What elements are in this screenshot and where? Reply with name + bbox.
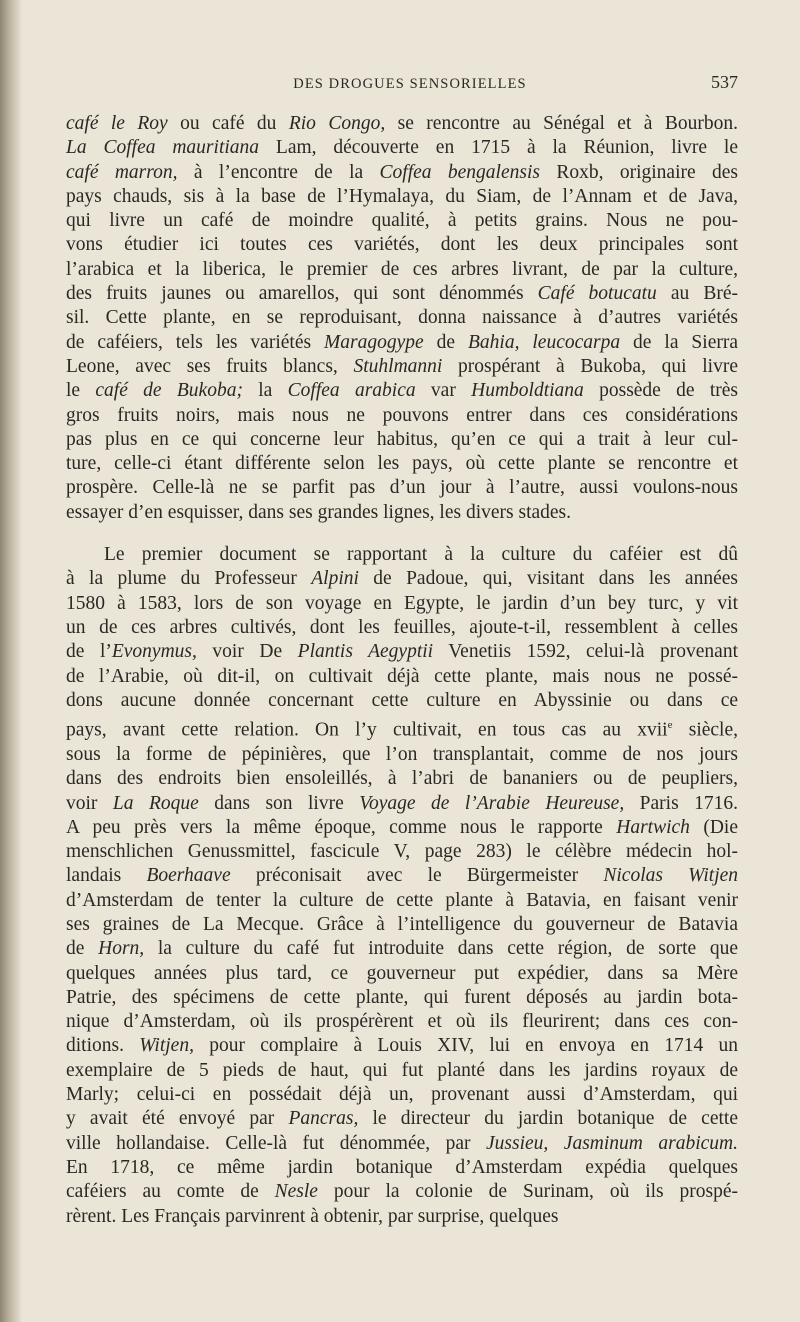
text-segment: pour complaire à Louis XIV, lui en envoya en 1714 un bbox=[193, 1035, 738, 1057]
text-segment: le directeur du jardin botanique de cette bbox=[358, 1108, 738, 1130]
text-segment: ture, celle-ci étant différente selon les pays, où cette plante se rencontre et bbox=[66, 453, 738, 475]
text-segment: exemplaire de 5 pieds de haut, qui fut planté dans les jardins royaux de bbox=[66, 1059, 738, 1081]
text-segment: se rencontre au Sénégal et à Bourbon. bbox=[385, 113, 738, 134]
text-segment: prospérant à Bukoba, qui livre bbox=[442, 355, 738, 377]
text-segment: possède de très bbox=[583, 380, 739, 402]
italic-text: Hartwich bbox=[616, 816, 690, 838]
text-segment: Roxb, originaire des bbox=[539, 161, 738, 183]
text-segment: ou café du bbox=[167, 113, 289, 134]
italic-text: café de Bukoba; bbox=[95, 380, 243, 402]
text-line bbox=[66, 986, 738, 1010]
text-segment: pays chauds, sis à la base de l’Hymalaya, du Siam, de l’Annam et de Java, bbox=[66, 185, 738, 207]
text-line bbox=[66, 1107, 738, 1131]
text-segment: dans des endroits bien ensoleillés, à l’abri de bananiers ou de peupliers, bbox=[66, 768, 738, 790]
text-segment: de bbox=[423, 331, 468, 353]
italic-text: Voyage de l’Arabie Heureuse, bbox=[359, 792, 625, 814]
text-line bbox=[66, 792, 738, 816]
text-segment: au Bré- bbox=[656, 283, 738, 305]
text-line bbox=[66, 889, 738, 913]
italic-text: Maragogype bbox=[324, 331, 424, 353]
italic-text: La Roque bbox=[112, 792, 199, 814]
text-line bbox=[66, 1180, 738, 1204]
text-segment: de bbox=[66, 938, 99, 960]
italic-text: Evonymus, bbox=[111, 641, 197, 663]
paragraph-2 bbox=[66, 543, 738, 1229]
running-title: DES DROGUES SENSORIELLES bbox=[293, 76, 527, 92]
italic-text: Plantis Aegyptii bbox=[297, 641, 434, 663]
text-segment: la culture du café fut introduite dans cette région, de sorte que bbox=[144, 938, 739, 960]
text-segment: la bbox=[242, 380, 288, 402]
text-segment: Lam, découverte en 1715 à la Réunion, livre le bbox=[259, 137, 738, 159]
italic-text: Bahia, leucocarpa bbox=[467, 331, 621, 353]
text-segment: un de ces arbres cultivés, dont les feuilles, ajoute-t-il, ressemblent à celles bbox=[66, 616, 738, 638]
text-segment: dans son livre bbox=[198, 792, 360, 814]
text-line bbox=[66, 258, 738, 282]
text-line bbox=[66, 937, 738, 961]
text-line bbox=[66, 233, 738, 257]
text-segment: sil. Cette plante, en se reproduisant, donna naissance à d’autres variétés bbox=[66, 307, 738, 329]
text-segment: de l’Arabie, où dit-il, on cultivait déjà cette plante, mais nous ne possé- bbox=[66, 665, 738, 687]
italic-text: café le Roy bbox=[66, 113, 168, 134]
italic-text: Stuhlmanni bbox=[353, 355, 443, 377]
text-line bbox=[66, 306, 738, 330]
text-line bbox=[66, 767, 738, 791]
text-segment: essayer d’en esquisser, dans ses grandes lignes, les divers stades. bbox=[66, 501, 572, 523]
text-segment: quelques années plus tard, ce gouverneur put expédier, dans sa Mère bbox=[66, 962, 738, 984]
text-line bbox=[66, 501, 738, 525]
italic-text: Nicolas Witjen bbox=[603, 865, 739, 887]
italic-text: Pancras, bbox=[288, 1108, 359, 1130]
italic-text: Jussieu, Jasminum arabicum. bbox=[486, 1132, 738, 1154]
text-segment: prospère. Celle-là ne se parfit pas d’un jour à l’autre, aussi voulons-nous bbox=[66, 477, 738, 499]
text-line bbox=[66, 665, 738, 689]
text-segment: landais bbox=[66, 865, 147, 887]
italic-text: Witjen, bbox=[139, 1035, 194, 1057]
text-segment: de Padoue, qui, visitant dans les années bbox=[358, 568, 738, 590]
text-line bbox=[66, 592, 738, 616]
text-line bbox=[66, 640, 738, 664]
page-header bbox=[80, 72, 740, 96]
text-line bbox=[66, 616, 738, 640]
text-line bbox=[66, 1132, 738, 1156]
text-segment: ses graines de La Mecque. Grâce à l’intelligence du gouverneur de Batavia bbox=[66, 914, 738, 935]
text-line bbox=[66, 543, 738, 567]
text-segment: d’Amsterdam de tenter la culture de cette plante à Batavia, en faisant venir bbox=[66, 889, 738, 911]
text-segment: y avait été envoyé par bbox=[66, 1108, 289, 1130]
text-segment: siècle, bbox=[672, 719, 738, 741]
text-line bbox=[66, 209, 738, 233]
text-line bbox=[66, 404, 738, 428]
text-segment: gros fruits noirs, mais nous ne pouvons entrer dans ces considérations bbox=[66, 404, 738, 426]
italic-text: Humboldtiana bbox=[471, 380, 584, 402]
text-segment: Marly; celui-ci en possédait déjà un, provenant aussi d’Amsterdam, qui bbox=[66, 1084, 738, 1106]
text-line bbox=[66, 864, 738, 888]
text-line bbox=[66, 567, 738, 591]
text-line bbox=[66, 1010, 738, 1034]
text-line bbox=[66, 1205, 738, 1229]
text-segment: Patrie, des spécimens de cette plante, qui furent déposés au jardin bota- bbox=[66, 986, 738, 1008]
text-line bbox=[66, 282, 738, 306]
text-line bbox=[66, 743, 738, 767]
text-segment: ditions. bbox=[66, 1035, 140, 1057]
text-line bbox=[66, 1034, 738, 1058]
text-segment: En 1718, ce même jardin botanique d’Amsterdam expédia quelques bbox=[66, 1156, 738, 1178]
text-line bbox=[66, 136, 738, 160]
text-line bbox=[66, 713, 738, 743]
italic-text: Coffea bengalensis bbox=[379, 161, 540, 183]
text-line bbox=[66, 112, 738, 136]
text-segment: sous la forme de pépinières, que l’on transplantait, comme de nos jours bbox=[66, 743, 738, 765]
italic-text: Nesle bbox=[274, 1181, 318, 1203]
text-segment: à la plume du Professeur bbox=[66, 568, 312, 590]
text-segment: de caféiers, tels les variétés bbox=[66, 331, 325, 353]
text-line bbox=[66, 962, 738, 986]
text-segment: voir De bbox=[196, 641, 298, 663]
text-line bbox=[66, 379, 738, 403]
text-line bbox=[66, 476, 738, 500]
italic-text: Café botucatu bbox=[537, 283, 657, 305]
italic-text: La Coffea mauritiana bbox=[66, 137, 260, 159]
superscript-text: e bbox=[667, 719, 673, 732]
page-binding-shadow bbox=[0, 0, 22, 1322]
text-segment: var bbox=[415, 380, 472, 402]
italic-text: Alpini bbox=[311, 568, 359, 590]
text-segment: nique d’Amsterdam, où ils prospérèrent et où ils fleurirent; dans ces con- bbox=[66, 1011, 738, 1033]
text-segment: de l’ bbox=[66, 641, 112, 663]
text-line bbox=[66, 1156, 738, 1180]
text-line bbox=[66, 1059, 738, 1083]
text-segment: ville hollandaise. Celle-là fut dénommée, par bbox=[66, 1132, 487, 1154]
page-number: 537 bbox=[711, 72, 738, 92]
text-line bbox=[66, 840, 738, 864]
italic-text: Coffea arabica bbox=[287, 380, 416, 402]
paragraph-1 bbox=[66, 112, 738, 525]
text-segment: Paris 1716. bbox=[624, 792, 739, 814]
text-segment: pays, avant cette relation. On l’y cultivait, en tous cas au xvii bbox=[66, 719, 668, 741]
text-segment: pour la colonie de Surinam, où ils prospé- bbox=[317, 1181, 738, 1203]
italic-text: café marron, bbox=[66, 161, 178, 183]
text-segment: à l’encontre de la bbox=[177, 161, 380, 183]
text-line bbox=[66, 428, 738, 452]
text-segment: Venetiis 1592, celui-là provenant bbox=[433, 641, 738, 663]
text-segment: rèrent. Les Français parvinrent à obtenir, par surprise, quelques bbox=[66, 1205, 559, 1227]
text-line bbox=[66, 913, 738, 937]
italic-text: Horn, bbox=[98, 938, 145, 960]
text-line bbox=[66, 452, 738, 476]
text-line bbox=[66, 185, 738, 209]
text-line bbox=[66, 331, 738, 355]
text-segment: de la Sierra bbox=[620, 331, 738, 353]
text-segment: voir bbox=[66, 792, 113, 814]
text-segment: préconisait avec le Bürgermeister bbox=[230, 865, 604, 887]
text-line bbox=[66, 816, 738, 840]
text-segment: vons étudier ici toutes ces variétés, dont les deux principales sont bbox=[66, 234, 738, 256]
text-line bbox=[66, 161, 738, 185]
body-text bbox=[66, 112, 738, 1229]
text-segment: des fruits jaunes ou amarellos, qui sont dénommés bbox=[66, 283, 538, 305]
italic-text: Rio Congo, bbox=[288, 113, 386, 134]
italic-text: Boerhaave bbox=[146, 865, 231, 887]
text-segment: caféiers au comte de bbox=[66, 1181, 275, 1203]
text-line bbox=[66, 689, 738, 713]
text-segment: menschlichen Genussmittel, fascicule V, page 283) le célèbre médecin hol- bbox=[66, 841, 738, 863]
text-segment: le bbox=[66, 380, 96, 402]
text-segment: l’arabica et la liberica, le premier de ces arbres livrant, de par la culture, bbox=[66, 258, 738, 280]
text-segment: dons aucune donnée concernant cette culture en Abyssinie ou dans ce bbox=[66, 689, 738, 711]
text-line bbox=[66, 355, 738, 379]
text-segment: Leone, avec ses fruits blancs, bbox=[66, 355, 354, 377]
text-segment: pas plus en ce qui concerne leur habitus, qu’en ce qui a trait à leur cul- bbox=[66, 428, 738, 450]
text-segment: Le premier document se rapportant à la culture du caféier est dû bbox=[104, 544, 738, 566]
text-segment: 1580 à 1583, lors de son voyage en Egypte, le jardin d’un bey turc, y vit bbox=[66, 592, 738, 614]
text-segment: (Die bbox=[689, 816, 739, 838]
text-segment: A peu près vers la même époque, comme nous le rapporte bbox=[66, 816, 617, 838]
text-segment: qui livre un café de moindre qualité, à petits grains. Nous ne pou- bbox=[66, 210, 738, 232]
text-line bbox=[66, 1083, 738, 1107]
